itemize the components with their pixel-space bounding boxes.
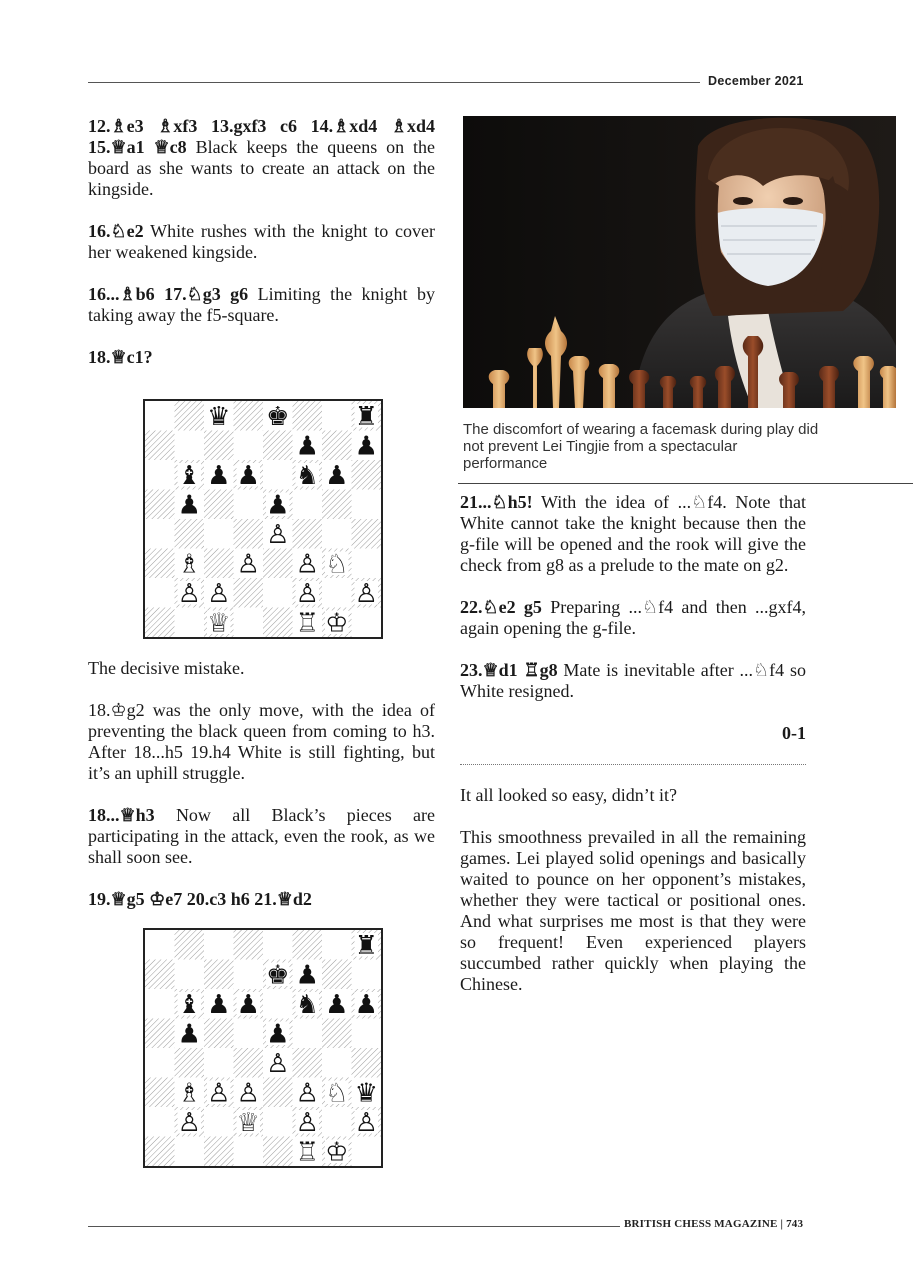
dark-square — [234, 519, 264, 549]
black-pawn-icon: ♟ — [236, 989, 260, 1020]
section-divider — [460, 764, 806, 765]
black-rook-icon: ♜ — [354, 930, 378, 961]
black-pawn-icon: ♟ — [354, 431, 378, 462]
white-knight-icon: ♘ — [325, 1078, 349, 1109]
left-column — [88, 116, 435, 389]
dark-square — [234, 401, 264, 431]
white-pawn-icon: ♙ — [207, 578, 231, 609]
black-queen-icon: ♛ — [207, 401, 231, 432]
light-square — [293, 1019, 323, 1049]
black-rook-icon: ♜ — [354, 401, 378, 432]
dark-square — [293, 1048, 323, 1078]
chessboard-svg — [145, 401, 381, 637]
dark-square — [204, 549, 234, 579]
black-pawn-icon: ♟ — [177, 1019, 201, 1050]
black-pawn-icon: ♟ — [266, 1019, 290, 1050]
white-pawn-icon: ♙ — [295, 1107, 319, 1138]
caption-rule — [458, 483, 913, 484]
light-square — [204, 930, 234, 960]
photo-illustration — [463, 116, 896, 408]
light-square — [352, 1137, 382, 1167]
dark-square — [293, 930, 323, 960]
move-text: 23.♕d1 ♖g8 — [460, 660, 558, 680]
dark-square — [322, 431, 352, 461]
paragraph — [88, 347, 435, 368]
light-square — [145, 1107, 175, 1137]
paragraph: The decisive mistake. — [88, 658, 245, 678]
paragraph — [88, 284, 435, 326]
black-pawn-icon: ♟ — [295, 960, 319, 991]
black-pawn-icon: ♟ — [295, 431, 319, 462]
black-pawn-icon: ♟ — [236, 460, 260, 491]
issue-date: December 2021 — [708, 74, 804, 88]
move-text: 16...♗b6 17.♘g3 g6 — [88, 284, 249, 304]
white-king-icon: ♔ — [325, 608, 349, 637]
white-rook-icon: ♖ — [295, 608, 319, 637]
black-pawn-icon: ♟ — [266, 490, 290, 521]
light-square — [352, 960, 382, 990]
light-square — [175, 608, 205, 638]
light-square — [234, 608, 264, 638]
black-pawn-icon: ♟ — [325, 989, 349, 1020]
light-square — [352, 608, 382, 638]
light-square — [145, 519, 175, 549]
dark-square — [204, 490, 234, 520]
light-square — [145, 578, 175, 608]
light-square — [352, 1019, 382, 1049]
dark-square — [175, 519, 205, 549]
light-square — [322, 401, 352, 431]
dark-square — [175, 401, 205, 431]
move-text: 12.♗e3 ♗xf3 13.gxf3 c6 14.♗xd4 ♗xd4 15.♕a1 ♕c8 — [88, 116, 435, 157]
black-pawn-icon: ♟ — [207, 460, 231, 491]
left-column-mid — [88, 658, 435, 931]
paragraph — [88, 221, 435, 263]
paragraph — [88, 889, 435, 910]
dark-square — [263, 1078, 293, 1108]
black-pawn-icon: ♟ — [354, 989, 378, 1020]
move-text: 19.♕g5 ♔e7 20.c3 h6 21.♕d2 — [88, 889, 312, 909]
dark-square — [204, 960, 234, 990]
commentary: Limiting the knight by taking away the f5-square. — [88, 284, 435, 325]
light-square — [322, 1107, 352, 1137]
dark-square — [204, 1019, 234, 1049]
dark-square — [263, 431, 293, 461]
dark-square — [145, 1137, 175, 1167]
footer-magazine-page: BRITISH CHESS MAGAZINE | 743 — [624, 1218, 804, 1230]
dark-square — [352, 1048, 382, 1078]
light-square — [322, 578, 352, 608]
dark-square — [175, 1048, 205, 1078]
dark-square — [145, 431, 175, 461]
light-square — [234, 490, 264, 520]
move-text: 18...♕h3 — [88, 805, 155, 825]
light-square — [204, 519, 234, 549]
dark-square — [322, 1019, 352, 1049]
paragraph — [460, 492, 806, 576]
paragraph: It all looked so easy, didn’t it? — [460, 785, 677, 805]
white-pawn-icon: ♙ — [177, 578, 201, 609]
dark-square — [263, 549, 293, 579]
player-photo — [463, 116, 896, 408]
white-queen-icon: ♕ — [207, 608, 231, 637]
black-bishop-icon: ♝ — [177, 460, 201, 491]
move-text: 18.♕c1? — [88, 347, 153, 367]
commentary: Preparing ...♘f4 and then ...gxf4, again opening the g-file. — [460, 597, 806, 638]
move-text: 16.♘e2 — [88, 221, 144, 241]
black-king-icon: ♚ — [266, 960, 290, 991]
dark-square — [175, 930, 205, 960]
light-square — [352, 490, 382, 520]
light-square — [175, 431, 205, 461]
light-square — [234, 1019, 264, 1049]
dark-square — [322, 490, 352, 520]
black-queen-icon: ♛ — [354, 1078, 378, 1109]
white-pawn-icon: ♙ — [295, 1078, 319, 1109]
light-square — [145, 989, 175, 1019]
dark-square — [263, 1137, 293, 1167]
white-pawn-icon: ♙ — [354, 1107, 378, 1138]
dark-square — [234, 578, 264, 608]
paragraph — [88, 805, 435, 868]
light-square — [263, 578, 293, 608]
white-pawn-icon: ♙ — [236, 549, 260, 580]
black-king-icon: ♚ — [266, 401, 290, 432]
commentary: Now all Black’s pieces are participating in the attack, even the rook, as we shall soon see. — [88, 805, 435, 867]
commentary: With the idea of ...♘f4. Note that White cannot take the knight because then the g-file will be opened and the rook will give the check from g8 as a prelude to the mate on g2. — [460, 492, 806, 575]
light-square — [322, 1048, 352, 1078]
light-square — [145, 460, 175, 490]
commentary: Mate is inevitable after ...♘f4 so White resigned. — [460, 660, 806, 701]
dark-square — [145, 490, 175, 520]
commentary: White rushes with the knight to cover her weakened kingside. — [88, 221, 435, 262]
white-pawn-icon: ♙ — [266, 519, 290, 550]
dark-square — [263, 608, 293, 638]
dark-square — [322, 960, 352, 990]
white-pawn-icon: ♙ — [177, 1107, 201, 1138]
dark-square — [204, 1137, 234, 1167]
dark-square — [145, 1019, 175, 1049]
commentary: Black keeps the queens on the board as she wants to create an attack on the kingside. — [88, 137, 436, 199]
light-square — [234, 960, 264, 990]
light-square — [293, 490, 323, 520]
black-knight-icon: ♞ — [295, 460, 319, 491]
light-square — [263, 930, 293, 960]
photo-caption: The discomfort of wearing a facemask during play did not prevent Lei Tingjie from a spectacular performance — [463, 421, 819, 472]
dark-square — [293, 519, 323, 549]
light-square — [145, 930, 175, 960]
light-square — [204, 1048, 234, 1078]
black-pawn-icon: ♟ — [207, 989, 231, 1020]
light-square — [234, 1137, 264, 1167]
light-square — [234, 431, 264, 461]
dark-square — [352, 460, 382, 490]
game-result: 0-1 — [782, 723, 806, 743]
dark-square — [145, 960, 175, 990]
dark-square — [234, 930, 264, 960]
black-pawn-icon: ♟ — [177, 490, 201, 521]
white-pawn-icon: ♙ — [236, 1078, 260, 1109]
dark-square — [145, 1078, 175, 1108]
light-square — [322, 930, 352, 960]
paragraph — [88, 116, 435, 200]
paragraph: 18.♔g2 was the only move, with the idea of preventing the black queen from coming to h3. After 18...h5 19.h4 White is still fighting, but it’s an uphill struggle. — [88, 700, 435, 783]
light-square — [263, 1107, 293, 1137]
light-square — [145, 1048, 175, 1078]
white-pawn-icon: ♙ — [207, 1078, 231, 1109]
paragraph: This smoothness prevailed in all the remaining games. Lei played solid openings and basically waited to pounce on her opponent’s mistakes, whether they were tactical or positional ones. And what surprises me most is that they were so frequent! Even experienced players succumbed rather quickly when playing the Chinese. — [460, 827, 806, 994]
light-square — [263, 989, 293, 1019]
white-bishop-icon: ♗ — [177, 549, 201, 580]
dark-square — [352, 519, 382, 549]
black-bishop-icon: ♝ — [177, 989, 201, 1020]
black-knight-icon: ♞ — [295, 989, 319, 1020]
light-square — [204, 1107, 234, 1137]
chess-diagram-1 — [143, 399, 383, 639]
light-square — [322, 519, 352, 549]
white-pawn-icon: ♙ — [266, 1048, 290, 1079]
white-pawn-icon: ♙ — [295, 578, 319, 609]
black-pawn-icon: ♟ — [325, 460, 349, 491]
dark-square — [204, 431, 234, 461]
dark-square — [145, 549, 175, 579]
white-pawn-icon: ♙ — [354, 578, 378, 609]
light-square — [145, 401, 175, 431]
paragraph — [460, 597, 806, 639]
footer-rule — [88, 1226, 620, 1227]
dark-square — [234, 1048, 264, 1078]
move-text: 22.♘e2 g5 — [460, 597, 542, 617]
light-square — [352, 549, 382, 579]
dark-square — [293, 401, 323, 431]
header-rule — [88, 82, 700, 83]
light-square — [175, 960, 205, 990]
white-rook-icon: ♖ — [295, 1137, 319, 1166]
chess-diagram-2 — [143, 928, 383, 1168]
light-square — [175, 1137, 205, 1167]
light-square — [263, 460, 293, 490]
white-bishop-icon: ♗ — [177, 1078, 201, 1109]
paragraph — [460, 660, 806, 702]
white-queen-icon: ♕ — [236, 1107, 260, 1138]
white-pawn-icon: ♙ — [295, 549, 319, 580]
white-knight-icon: ♘ — [325, 549, 349, 580]
dark-square — [145, 608, 175, 638]
move-text: 21...♘h5! — [460, 492, 533, 512]
right-column — [460, 492, 806, 1016]
chessboard-svg — [145, 930, 381, 1166]
white-king-icon: ♔ — [325, 1137, 349, 1166]
